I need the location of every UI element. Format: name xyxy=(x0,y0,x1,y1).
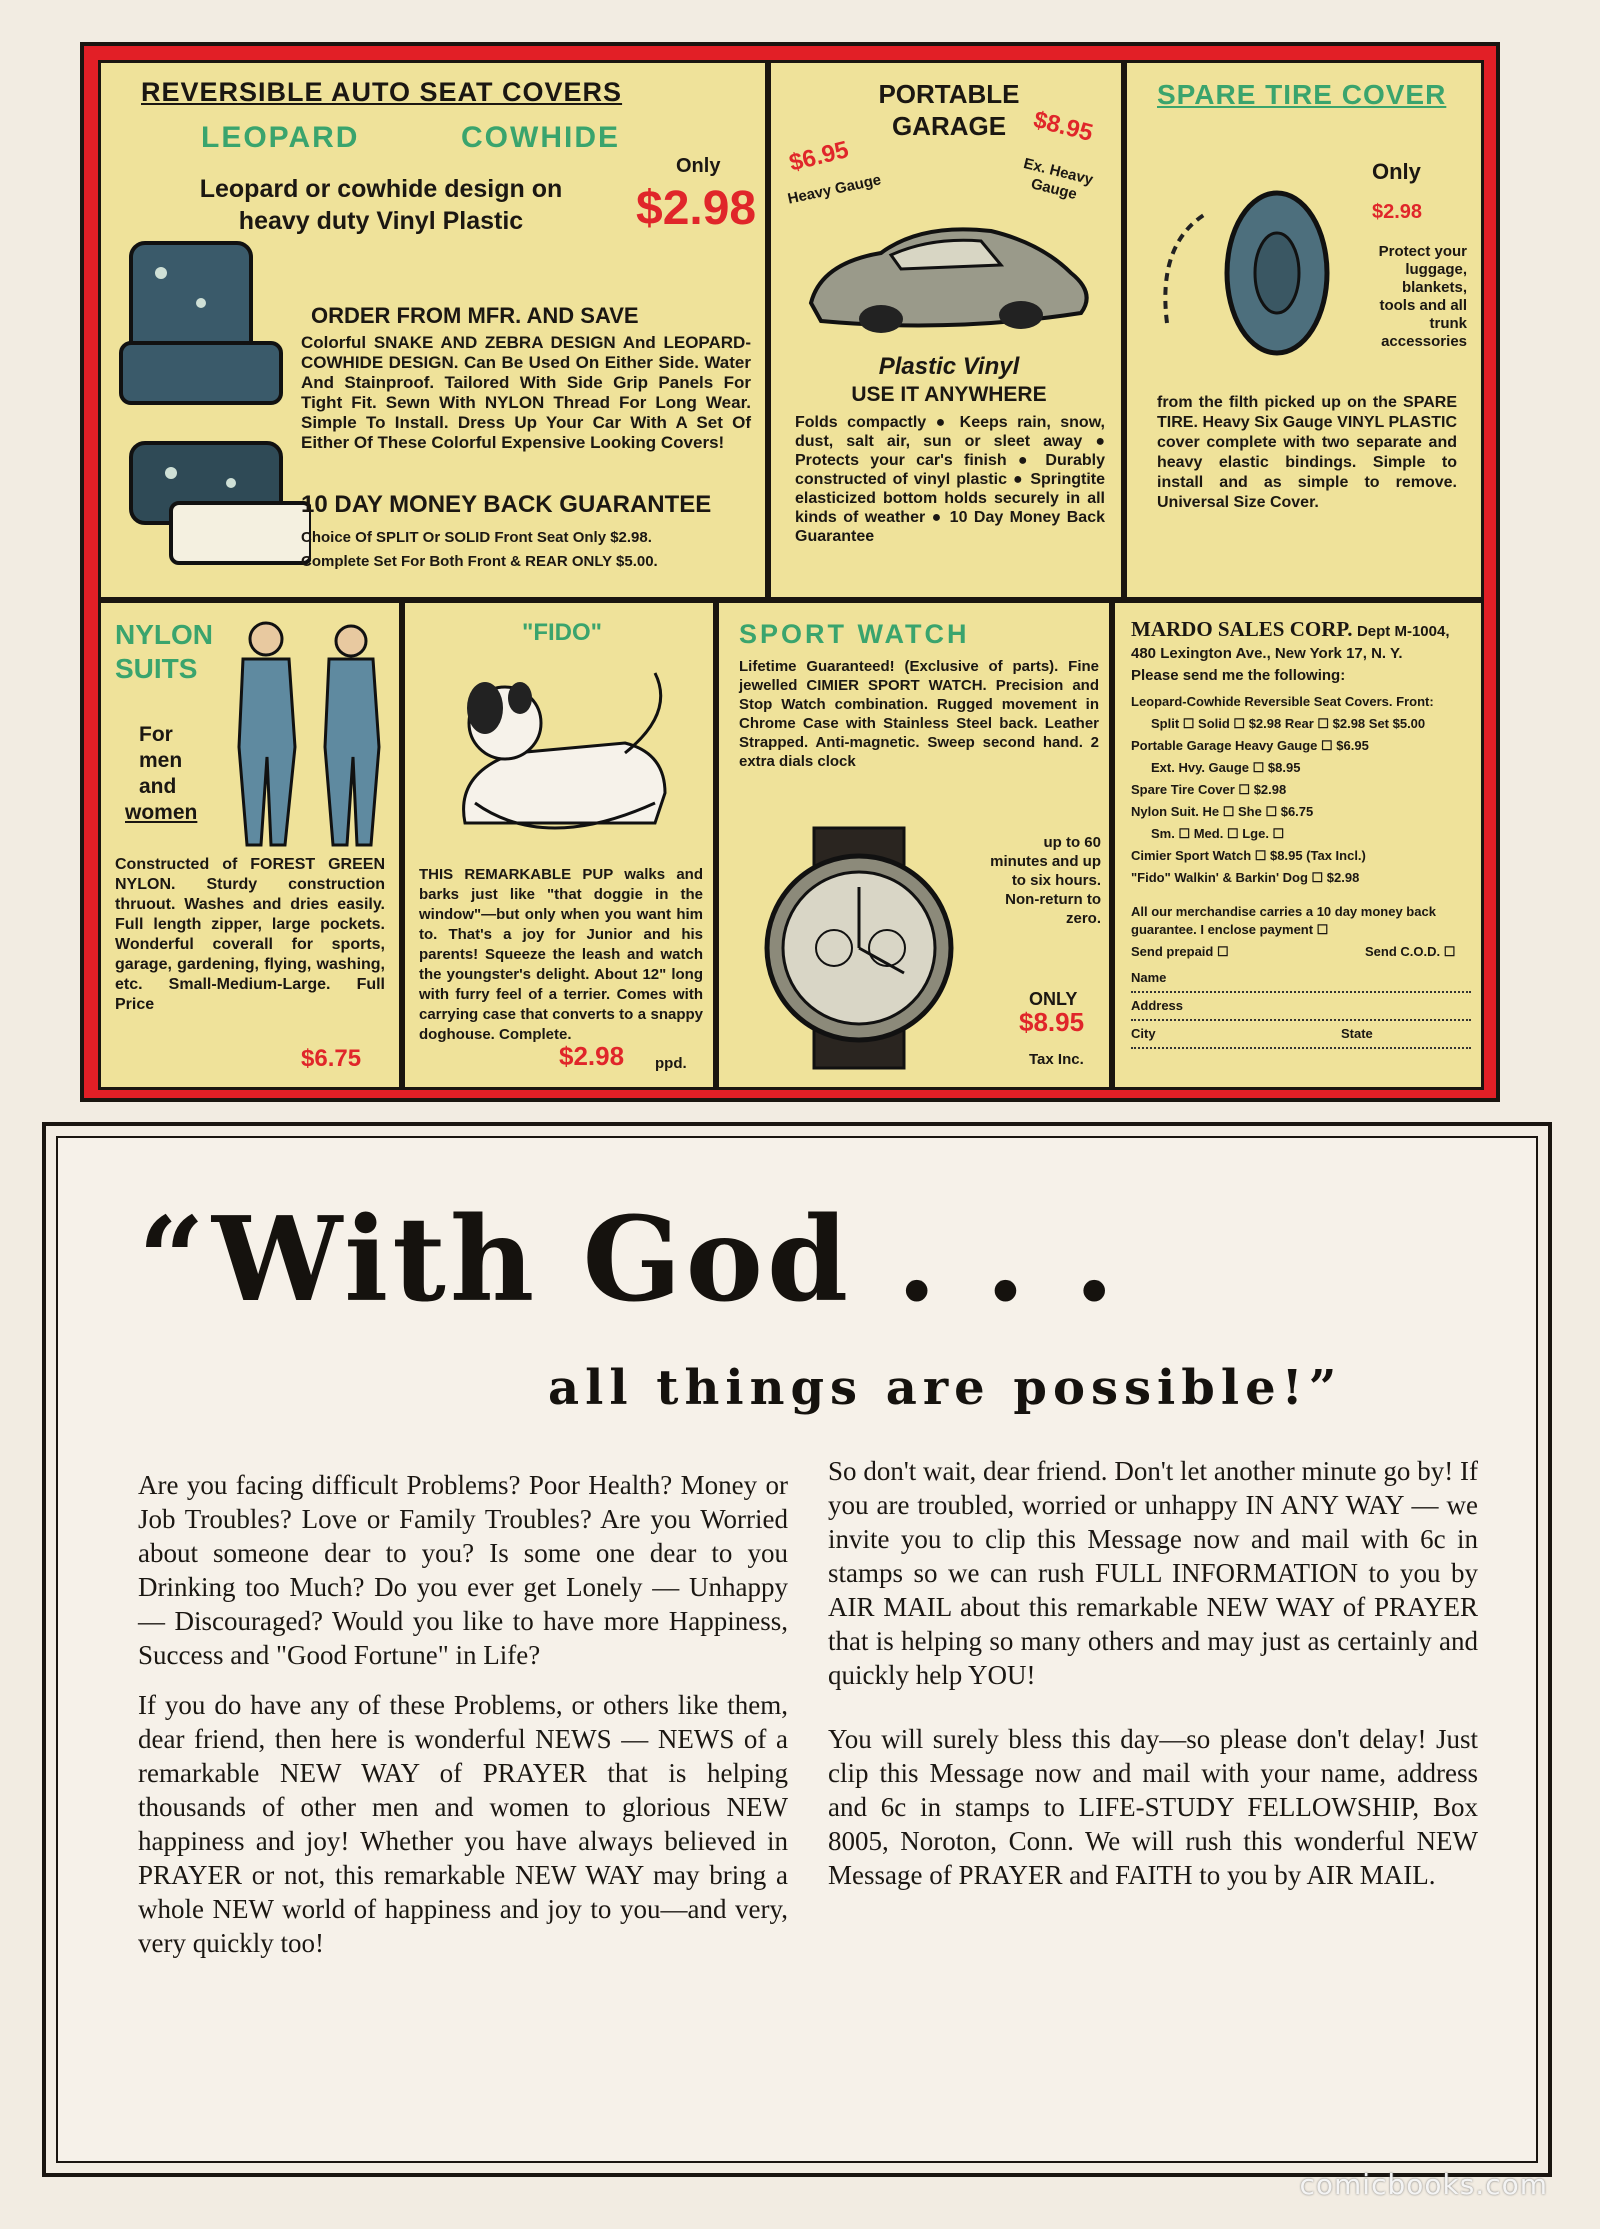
suits-body: Constructed of FOREST GREEN NYLON. Sturdy construction thruout. Washes and dries easily. Full length zipper, large pockets. Wonderful coverall for sports, garage, gardening, flying, washing, etc. Small-Medium-Large. Full Price xyxy=(115,856,385,1013)
spare-tire-panel xyxy=(1124,60,1484,600)
company-name: MARDO SALES CORP. xyxy=(1131,617,1353,641)
suits-title-1: NYLON xyxy=(115,619,213,650)
garage-title-2: GARAGE xyxy=(891,111,1007,141)
city-label: City xyxy=(1131,1026,1156,1041)
spare-tire-title: SPARE TIRE COVER xyxy=(1157,79,1447,110)
order-line[interactable]: Spare Tire Cover ☐ $2.98 xyxy=(1131,782,1287,797)
order-line[interactable]: Nylon Suit. He ☐ She ☐ $6.75 xyxy=(1131,804,1314,819)
watch-icon xyxy=(739,823,979,1073)
order-line[interactable]: Sm. ☐ Med. ☐ Lge. ☐ xyxy=(1151,826,1285,841)
suits-men: men xyxy=(139,749,183,772)
dog-icon xyxy=(425,653,695,853)
fido-body: THIS REMARKABLE PUP walks and barks just like "that doggie in the window"—but only when you want him to. That's a joy for Junior and his parents! Squeeze the leash and watch the youngster's delight. About 12" long with furry feel of a terrier. Comes with carrying case that converts to a snappy doghouse. Complete. xyxy=(419,866,703,1043)
garage-subtitle: Plastic Vinyl xyxy=(878,353,1020,380)
watch-price: $8.95 xyxy=(1019,1007,1085,1037)
garage-panel xyxy=(768,60,1124,600)
name-field[interactable] xyxy=(1131,969,1471,993)
tire-icon xyxy=(1147,143,1347,383)
order-line[interactable]: Cimier Sport Watch ☐ $8.95 (Tax Incl.) xyxy=(1131,848,1366,863)
only-label: Only xyxy=(676,155,721,177)
fido-ppd: ppd. xyxy=(655,1055,687,1072)
tire-body: from the filth picked up on the SPARE TIRE. Heavy Six Gauge VINYL PLASTIC cover complete with two separate and heavy elastic bindings. Simple to install and as simple to remove. Universal Size Cover. xyxy=(1157,394,1457,511)
prayer-paragraph: Are you facing difficult Problems? Poor Health? Money or Job Troubles? Love or Family Troubles? Are you Worried about someone dear to you? Is some one dear to you Drinking too Much? Do you ever get Lonely — Unhappy — Discouraged? Would you like to have more Happiness, Success and "Good Fortune" in Life? xyxy=(138,1470,788,1670)
watch-title: SPORT WATCH xyxy=(739,619,970,649)
suits-for: For xyxy=(139,723,173,746)
seat-covers-panel xyxy=(98,60,768,600)
order-lines xyxy=(1131,691,1476,889)
prayer-paragraph: If you do have any of these Problems, or others like them, dear friend, then here is wonderful NEWS — NEWS of a remarkable NEW WAY of PRAYER that is helping thousands of other men and women to glorious NEW happiness and joy! Whether you have always believed in PRAYER or not, this remarkable NEW WAY may bring a whole NEW world of happiness and joy to you—and very, very quickly too! xyxy=(138,1690,788,1958)
leopard-label: LEOPARD xyxy=(201,121,360,154)
nylon-suit-figures-icon xyxy=(221,617,401,857)
tire-only-label: Only xyxy=(1372,159,1421,184)
garage-price-ex: $8.95 xyxy=(1030,106,1096,147)
address-field[interactable] xyxy=(1131,997,1471,1021)
order-line[interactable]: Leopard-Cowhide Reversible Seat Covers. Front: xyxy=(1131,694,1434,709)
seat-covers-title: REVERSIBLE AUTO SEAT COVERS xyxy=(141,77,623,107)
order-form-panel xyxy=(1112,600,1484,1090)
send-cod-checkbox[interactable]: Send C.O.D. ☐ xyxy=(1365,944,1456,959)
address-label: Address xyxy=(1131,998,1184,1013)
name-label: Name xyxy=(1131,970,1167,985)
tire-price: $2.98 xyxy=(1372,201,1423,223)
seat-covers-tagline: Leopard or cowhide design on heavy duty Vinyl Plastic xyxy=(199,175,563,235)
watermark: comicbooks.com xyxy=(1299,2168,1548,2201)
cowhide-label: COWHIDE xyxy=(461,121,620,154)
order-line[interactable]: Ext. Hvy. Gauge ☐ $8.95 xyxy=(1151,760,1301,775)
fido-panel xyxy=(402,600,716,1090)
garage-ex-label: Ex. Heavy Gauge xyxy=(1021,154,1095,204)
prayer-ad xyxy=(42,1122,1552,2177)
guarantee-text: 10 DAY MONEY BACK GUARANTEE xyxy=(301,491,712,518)
car-icon xyxy=(801,203,1101,343)
mail-order-ad xyxy=(80,42,1500,1102)
complete-text: Complete Set For Both Front & REAR ONLY $5.00. xyxy=(301,553,658,570)
suits-title-2: SUITS xyxy=(115,653,198,684)
state-label: State xyxy=(1341,1026,1373,1041)
suits-and: and xyxy=(139,775,177,798)
seat-cover-icon xyxy=(111,233,311,573)
order-line[interactable]: Split ☐ Solid ☐ $2.98 Rear ☐ $2.98 Set $5.00 xyxy=(1151,716,1426,731)
garage-heavy-label: Heavy Gauge xyxy=(786,171,883,208)
send-prepaid-checkbox[interactable]: Send prepaid ☐ xyxy=(1131,944,1229,959)
prayer-column-right xyxy=(828,1454,1478,1908)
seat-covers-price: $2.98 xyxy=(636,182,757,235)
fido-title: "FIDO" xyxy=(521,619,603,646)
prayer-column-left xyxy=(138,1468,788,1976)
order-line[interactable]: Portable Garage Heavy Gauge ☐ $6.95 xyxy=(1131,738,1369,753)
watch-body: Lifetime Guaranteed! (Exclusive of parts). Fine jewelled CIMIER SPORT WATCH. Precision and Stop Watch combination. Rugged movement in Chrome Case with Stainless Steel back. Leather Strapped. Anti-magnetic. Sweep second hand. 2 extra dials clock xyxy=(739,658,1099,770)
headline-with-god: “With God . . . xyxy=(138,1192,1119,1328)
watch-only-label: ONLY xyxy=(1029,989,1078,1009)
prayer-paragraph: So don't wait, dear friend. Don't let another minute go by! If you are troubled, worried or unhappy IN ANY WAY — we invite you to clip this Message now and mail with 6c in stamps so we can rush FULL INFORMATION to you by AIR MAIL about this remarkable NEW WAY of PRAYER that is helping so many others and may just as certainly and quickly help YOU! xyxy=(828,1456,1478,1690)
order-guarantee[interactable]: All our merchandise carries a 10 day money back guarantee. I enclose payment ☐ xyxy=(1131,904,1436,937)
tire-side-text: Protect your luggage, blankets, tools and all trunk accessories xyxy=(1378,243,1467,350)
garage-price-heavy: $6.95 xyxy=(786,136,852,177)
headline-all-things-possible: all things are possible!” xyxy=(548,1360,1343,1416)
prayer-paragraph: You will surely bless this day—so please don't delay! Just clip this Message now and mail with your name, address and 6c in stamps to LIFE-STUDY FELLOWSHIP, Box 8005, Noroton, Conn. We will rush this wonderful NEW Message of PRAYER and FAITH to you by AIR MAIL. xyxy=(828,1724,1478,1890)
city-state-field[interactable] xyxy=(1131,1025,1471,1049)
company-address: 480 Lexington Ave., New York 17, N. Y. xyxy=(1131,645,1403,662)
garage-body: Folds compactly ● Keeps rain, snow, dust, salt air, sun or sleet away ● Protects your car's finish ● Durably constructed of vinyl plastic ● Springtite elasticized bottom holds securely in all kinds of weather ● 10 Day Money Back Guarantee xyxy=(795,414,1105,545)
order-line[interactable]: "Fido" Walkin' & Barkin' Dog ☐ $2.98 xyxy=(1131,870,1360,885)
choice-text: Choice Of SPLIT Or SOLID Front Seat Only $2.98. xyxy=(301,529,652,546)
sport-watch-panel xyxy=(716,600,1112,1090)
garage-title-1: PORTABLE xyxy=(878,79,1020,109)
suits-women: women xyxy=(125,801,198,824)
fido-price: $2.98 xyxy=(559,1041,625,1071)
nylon-suits-panel xyxy=(98,600,402,1090)
order-please: Please send me the following: xyxy=(1131,667,1346,684)
company-dept: Dept M-1004, xyxy=(1356,623,1450,640)
order-heading: ORDER FROM MFR. AND SAVE xyxy=(311,303,639,328)
watch-side-text: up to 60 minutes and up to six hours. Non-return to zero. xyxy=(990,834,1101,927)
watch-tax: Tax Inc. xyxy=(1029,1051,1084,1068)
garage-use: USE IT ANYWHERE xyxy=(851,383,1047,406)
suits-price: $6.75 xyxy=(301,1045,362,1072)
seat-covers-body: Colorful SNAKE AND ZEBRA DESIGN And LEOPARD-COWHIDE DESIGN. Can Be Used On Either Side. Water And Stainproof. Tailored With Side Grip Panels For Tight Fit. Sewn With NYLON Thread For Long Wear. Simple To Install. Dress Up Your Car With A Set Of Either Of These Colorful Expensive Looking Covers! xyxy=(301,333,751,452)
